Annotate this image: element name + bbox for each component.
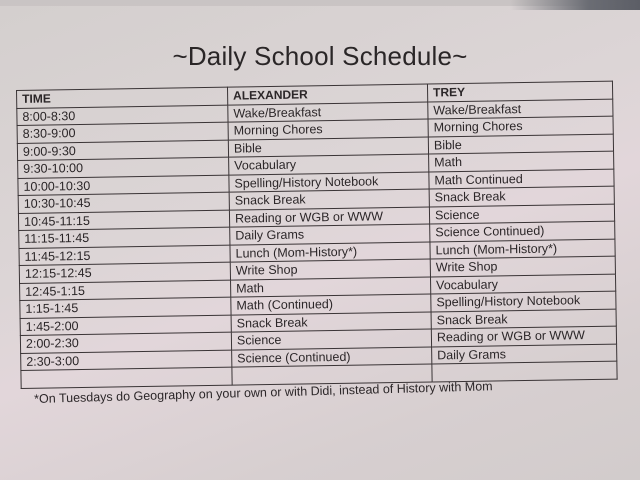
trey-cell: Snack Break xyxy=(431,309,616,329)
background-corner xyxy=(510,0,640,10)
page-title: ~Daily School Schedule~ xyxy=(172,41,468,71)
trey-cell: Write Shop xyxy=(430,256,615,276)
alexander-cell: Snack Break xyxy=(231,312,431,333)
trey-cell: Science Continued) xyxy=(430,221,615,241)
schedule-table xyxy=(16,81,618,389)
time-cell: 11:15-11:45 xyxy=(19,227,230,248)
alexander-cell: Math xyxy=(231,277,431,298)
footnote: *On Tuesdays do Geography on your own or with Didi, instead of History with Mom xyxy=(34,379,493,406)
trey-cell: Snack Break xyxy=(429,186,614,206)
header-alexander: ALEXANDER xyxy=(227,84,427,105)
header-trey: TREY xyxy=(427,81,612,101)
trey-cell: Daily Grams xyxy=(432,344,617,364)
time-cell: 12:15-12:45 xyxy=(19,262,230,283)
alexander-cell: Science (Continued) xyxy=(232,347,432,368)
time-cell: 9:00-9:30 xyxy=(17,140,228,161)
alexander-cell: Spelling/History Notebook xyxy=(229,172,429,193)
time-cell: 8:00-8:30 xyxy=(17,105,228,126)
alexander-cell: Vocabulary xyxy=(229,154,429,175)
alexander-cell: Write Shop xyxy=(230,259,430,280)
alexander-cell: Daily Grams xyxy=(230,224,430,245)
time-cell: 8:30-9:00 xyxy=(17,122,228,143)
trey-cell: Vocabulary xyxy=(430,274,615,294)
trey-cell: Bible xyxy=(428,134,613,154)
trey-cell: Science xyxy=(429,204,614,224)
trey-cell: Math Continued xyxy=(429,169,614,189)
time-cell: 1:15-1:45 xyxy=(20,297,231,318)
trey-cell xyxy=(432,361,617,381)
time-cell: 11:45-12:15 xyxy=(19,245,230,266)
trey-cell: Math xyxy=(429,151,614,171)
trey-cell: Spelling/History Notebook xyxy=(431,291,616,311)
trey-cell: Wake/Breakfast xyxy=(428,99,613,119)
time-cell: 9:30-10:00 xyxy=(18,157,229,178)
time-cell: 10:30-10:45 xyxy=(18,192,229,213)
trey-cell: Lunch (Mom-History*) xyxy=(430,239,615,259)
alexander-cell: Snack Break xyxy=(229,189,429,210)
time-cell: 1:45-2:00 xyxy=(20,315,231,336)
time-cell: 2:30-3:00 xyxy=(21,350,232,371)
schedule-table-container xyxy=(16,81,617,389)
alexander-cell: Lunch (Mom-History*) xyxy=(230,242,430,263)
trey-cell: Morning Chores xyxy=(428,116,613,136)
time-cell: 12:45-1:15 xyxy=(20,280,231,301)
time-cell xyxy=(21,367,232,388)
time-cell: 10:45-11:15 xyxy=(18,210,229,231)
alexander-cell: Math (Continued) xyxy=(231,294,431,315)
trey-cell: Reading or WGB or WWW xyxy=(431,326,616,346)
alexander-cell: Wake/Breakfast xyxy=(228,102,428,123)
alexander-cell: Science xyxy=(231,329,431,350)
time-cell: 10:00-10:30 xyxy=(18,175,229,196)
alexander-cell: Reading or WGB or WWW xyxy=(229,207,429,228)
header-time: TIME xyxy=(17,87,228,108)
alexander-cell: Bible xyxy=(228,137,428,158)
time-cell: 2:00-2:30 xyxy=(20,332,231,353)
alexander-cell: Morning Chores xyxy=(228,119,428,140)
